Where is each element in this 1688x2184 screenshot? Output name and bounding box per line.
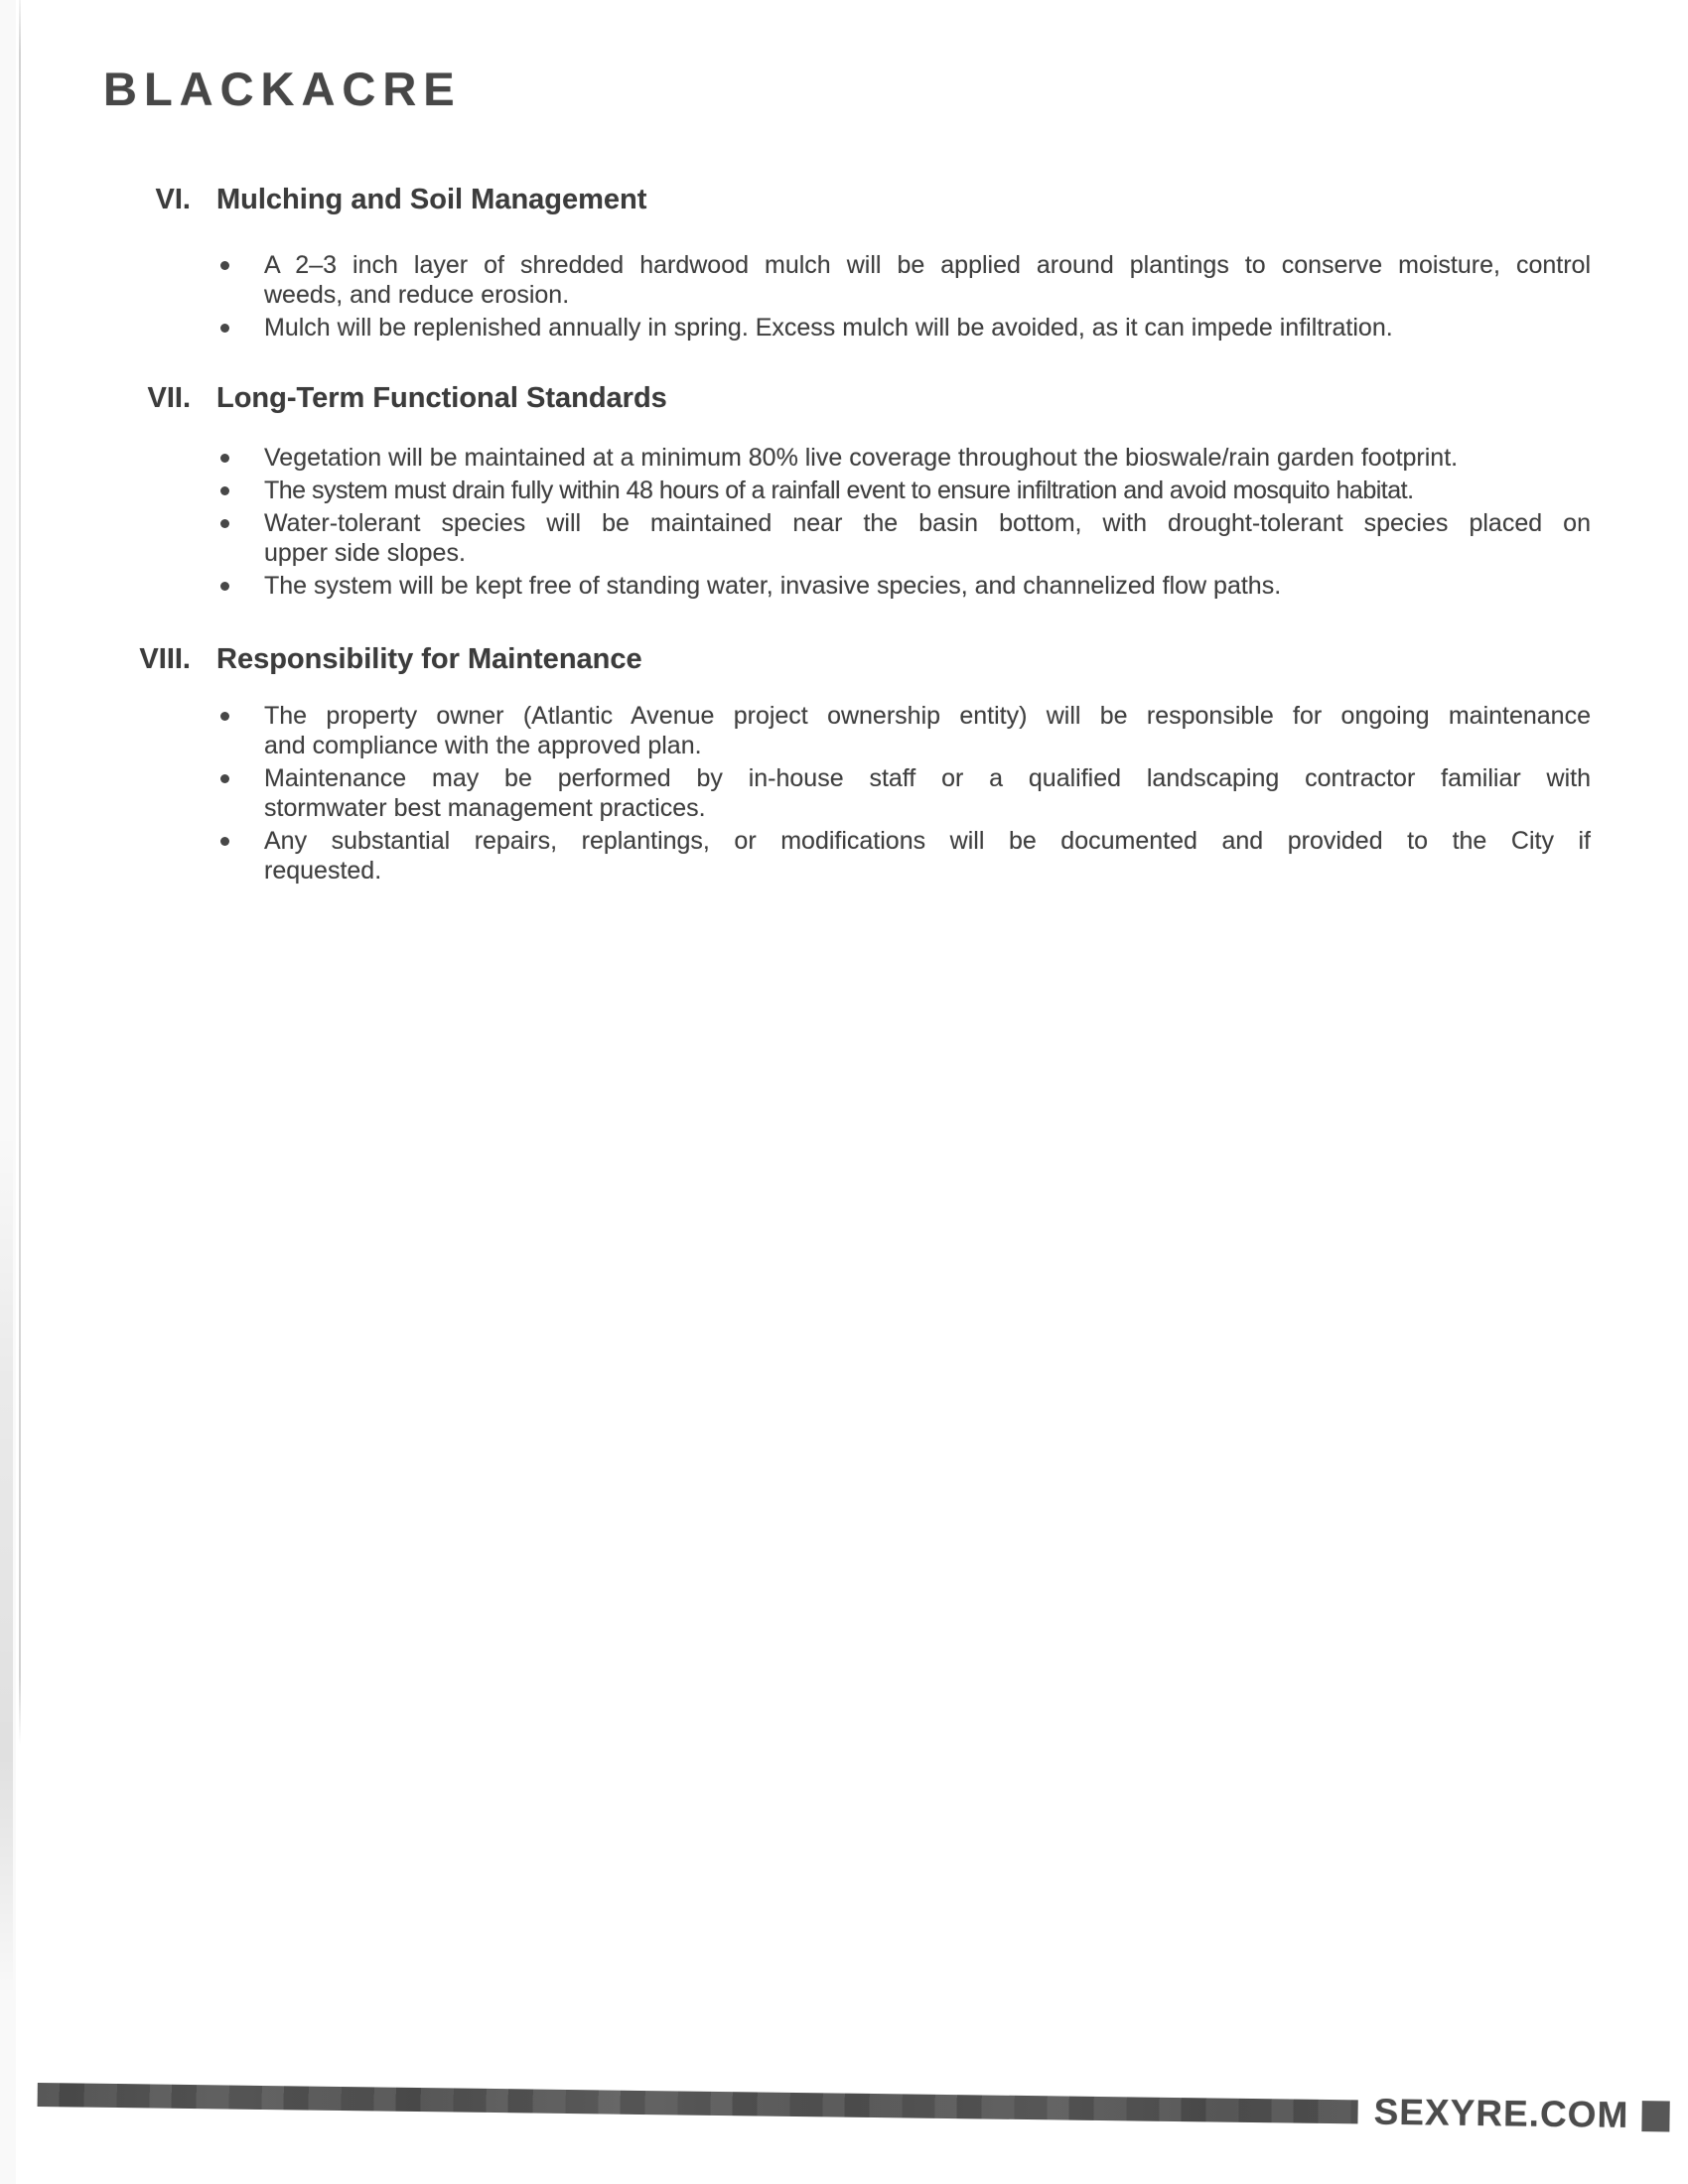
- list-item: [264, 476, 1591, 505]
- section-heading: [0, 182, 1688, 217]
- bullet-line: A 2–3 inch layer of shredded hardwood mulch will be applied around plantings to conserve moisture, control: [264, 251, 1591, 279]
- section-number: VIII.: [139, 643, 191, 675]
- company-logo: BLACKACRE: [103, 63, 462, 115]
- bullet-line: weeds, and reduce erosion.: [264, 281, 570, 309]
- section-mulching-and-soil-management: [0, 182, 1688, 345]
- bullet-icon: [220, 261, 229, 270]
- bullet-line: The system must drain fully within 48 hours of a rainfall event to ensure infiltration and avoid mosquito habitat.: [264, 477, 1414, 504]
- bullet-line: requested.: [264, 857, 382, 885]
- bullet-list: [264, 701, 1591, 886]
- section-heading: [0, 380, 1688, 416]
- footer-divider-bar: [38, 2083, 1358, 2123]
- bullet-line: upper side slopes.: [264, 539, 466, 567]
- section-long-term-functional-standards: [0, 380, 1688, 604]
- section-number: VII.: [147, 382, 191, 414]
- bullet-list: [264, 443, 1591, 601]
- list-item: [264, 571, 1591, 601]
- bullet-line: Any substantial repairs, replantings, or modifications will be documented and provided to the City if: [264, 827, 1591, 855]
- bullet-line: stormwater best management practices.: [264, 794, 706, 822]
- bullet-line: Maintenance may be performed by in-house staff or a qualified landscaping contractor familiar with: [264, 764, 1591, 792]
- bullet-icon: [220, 774, 229, 783]
- footer-square-mark: [1641, 2101, 1669, 2131]
- list-item: [264, 250, 1591, 310]
- bullet-icon: [220, 582, 229, 591]
- bullet-icon: [220, 837, 229, 846]
- section-responsibility-for-maintenance: [0, 641, 1688, 888]
- section-title: Mulching and Soil Management: [216, 184, 647, 215]
- list-item: [264, 701, 1591, 760]
- bullet-line: Water-tolerant species will be maintained near the basin bottom, with drought-tolerant species placed on: [264, 509, 1591, 537]
- bullet-icon: [220, 324, 229, 333]
- page-footer: [37, 2073, 1655, 2137]
- bullet-line: Mulch will be replenished annually in spring. Excess mulch will be avoided, as it can impede infiltration.: [264, 314, 1393, 341]
- list-item: [264, 313, 1591, 342]
- bullet-icon: [220, 519, 229, 528]
- footer-site-name: SEXYRE.COM: [1373, 2091, 1629, 2135]
- section-number: VI.: [155, 184, 191, 215]
- bullet-line: Vegetation will be maintained at a minimum 80% live coverage throughout the bioswale/rain garden footprint.: [264, 444, 1459, 472]
- list-item: [264, 826, 1591, 886]
- list-item: [264, 763, 1591, 823]
- bullet-icon: [220, 712, 229, 721]
- bullet-icon: [220, 486, 229, 495]
- section-title: Responsibility for Maintenance: [216, 643, 642, 675]
- list-item: [264, 443, 1591, 473]
- bullet-line: and compliance with the approved plan.: [264, 732, 702, 759]
- list-item: [264, 508, 1591, 568]
- bullet-line: The property owner (Atlantic Avenue project ownership entity) will be responsible for ongoing maintenance: [264, 702, 1591, 730]
- section-title: Long-Term Functional Standards: [216, 382, 667, 414]
- bullet-list: [264, 250, 1591, 342]
- bullet-line: The system will be kept free of standing water, invasive species, and channelized flow paths.: [264, 572, 1282, 600]
- scan-left-edge-shadow: [0, 1132, 13, 1995]
- section-heading: [0, 641, 1688, 677]
- bullet-icon: [220, 454, 229, 463]
